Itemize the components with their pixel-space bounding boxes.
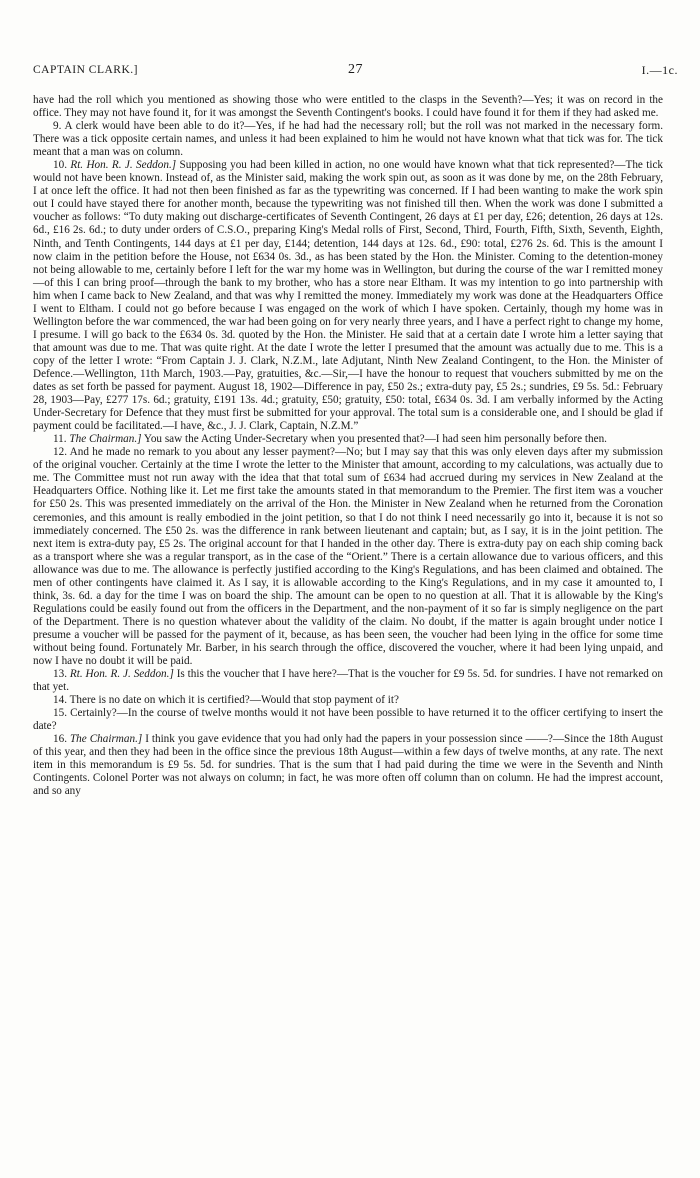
question-number: 14. [53, 694, 67, 707]
paragraph-continuation [33, 94, 663, 120]
document-reference: I.—1c. [641, 63, 678, 77]
paragraph-text: Is this the voucher that I have here?—That is the voucher for £9 5s. 5d. for sundries. I have not remarked on that yet. [33, 668, 663, 694]
question-number: 11. [53, 433, 67, 446]
paragraph-10 [33, 159, 663, 433]
paragraph-text: Supposing you had been killed in action, no one would have known what that tick represented?—The tick would not have been known. Instead of, as the Minister said, making the work spin out, as soon as it was done by me, on the 28th February, I at once left the office. It had not then been finished as far as the typewriting was concerned. If I had been wanting to make the work spin out I could have stayed there for another month, because the typewriting was not finished till then. When the work was done I submitted a voucher as follows: “To duty making out discharge-certificates of Seventh Contingent, 26 days at £1 per day, £26; detention, 26 days at 12s. 6d., £16 2s. 6d.; to duty under orders of C.S.O., preparing King's Medal rolls of First, Second, Third, Fourth, Fifth, Sixth, Seventh, Eighth, Ninth, and Tenth Contingents, 144 days at £1 per day, £144; detention, 144 days at 12s. 6d., £90: total, £276 2s. 6d. This is the amount I now claim in the petition before the House, not £634 0s. 3d., as has been stated by the Hon. the Minister. Coming to the detention-money not being allowable to me, certainly before I left for the war my home was in Wellington, but during the course of the war I remitted money—of this I can bring proof—through the bank to my brother, who has a store near Eltham. It was my intention to go into partnership with him when I came back to New Zealand, and that was why I remitted the money. Immediately my work was done at the Headquarters Office I went to Eltham. I could not go before because I was engaged on the work of which I have spoken. Certainly, though my home was in Wellington before the war commenced, the war had been going on for very nearly three years, and I have a perfect right to change my home, I presume. I will go back to the £634 0s. 3d. quoted by the Hon. the Minister. He said that at a certain date I wrote him a letter saying that that amount was due to me. That was quite right. At the date I wrote the letter I presumed that the amount was actually due to me. This is a copy of the letter I wrote: “From Captain J. J. Clark, N.Z.M., late Adjutant, Ninth New Zealand Contingent, to the Hon. the Minister of Defence.—Wellington, 11th March, 1903.—Pay, gratuities, &c.—Sir,—I have the honour to request that vouchers submitted by me on the dates as set forth be passed for payment. August 18, 1902—Difference in pay, £50 2s.; extra-duty pay, £5 2s.; sundries, £9 5s. 5d.: February 28, 1903—Pay, £277 17s. 6d.; gratuity, £191 13s. 4d.; gratuity, £50; gratuity, £50: total, £634 0s. 3d. I am verbally informed by the Acting Under-Secretary for Defence that they must first be submitted for your approval. The total sum is a considerable one, and I should be glad if payment could be facilitated.—I have, &c., J. J. Clark, Captain, N.Z.M.” [33, 159, 664, 433]
question-number: 10. [53, 159, 67, 172]
question-number: 12. [53, 446, 67, 459]
page-number: 27 [348, 62, 363, 77]
paragraph-16 [33, 733, 663, 798]
speaker-label: The Chairman.] [69, 733, 143, 746]
paragraph-9 [33, 120, 663, 159]
paragraph-text: Certainly?—In the course of twelve months would it not have been possible to have returned it to the officer certifying to insert the date? [33, 707, 663, 733]
paragraph-text: And he made no remark to you about any lesser payment?—No; but I may say that this was only eleven days after my submission of the original voucher. Certainly at the time I wrote the letter to the Minister that amount, according to my calculations, was actually due to me. The Committee must not run away with the idea that that total sum of £634 had accrued during my services in New Zealand at the Headquarters Office. Nothing like it. Let me first take the amounts stated in that memorandum to the Premier. The first item was a voucher for £50 2s. This was presented immediately on the arrival of the Hon. the Minister in New Zealand when he returned from the Coronation ceremonies, and this amount is really embodied in the joint petition, so that I do not think I need necessarily go into it, because it is not so immediately concerned. The £50 2s. was the difference in rank between lieutenant and captain; but, as I say, it is in the joint petition. The next item is extra-duty pay, £5 2s. The original account for that I handed in the other day. There is extra-duty pay on each ship coming back as a transport where she was a regular transport, as in the case of the “Orient.” There is a certain allowance due to various officers, and this allowance was due to me. The allowance is perfectly justified according to the King's Regulations, and has been claimed and obtained. The men of other contingents have claimed it. As I say, it is allowable according to the King's Regulations, and in my case it amounted to, I think, 3s. 6d. a day for the time I was on board the ship. The amount can be open to no question at all. That it is allowable by the King's Regulations could be easily found out from the officers in the Department, and the non-payment of it so far is simply negligence on the part of the Department. There is no question whatever about the validity of the claim. No doubt, if the matter is again brought under notice I presume a voucher will be passed for the payment of it, because, as has been seen, the voucher had been lying in the office for some time without being found. Fortunately Mr. Barber, in his search through the office, discovered the voucher, where it had been lying unpaid, and now I have no doubt it will be paid. [33, 446, 663, 668]
paragraph-text: You saw the Acting Under-Secretary when you presented that?—I had seen him personally before then. [143, 433, 607, 446]
paragraph-15 [33, 707, 663, 733]
page-body [33, 94, 663, 799]
paragraph-text: I think you gave evidence that you had only had the papers in your possession since ——?—Since the 18th August of this year, and then they had been in the office since the previous 18th August—within a few days of twelve months, at any rate. The next item in this memorandum is £9 5s. 5d. for sundries. That is the sum that I had paid during the time we were in the Seventh and Ninth Contingents. Colonel Porter was not always on column; in fact, he was more often off column than on column. He had the imprest account, and so any [33, 733, 664, 798]
speaker-label: Rt. Hon. R. J. Seddon.] [69, 668, 174, 681]
page-header [33, 62, 678, 80]
running-head-left: CAPTAIN CLARK.] [33, 64, 138, 76]
speaker-label: Rt. Hon. R. J. Seddon.] [70, 159, 177, 172]
question-number: 9. [53, 120, 62, 133]
question-number: 13. [53, 668, 67, 681]
paragraph-12 [33, 446, 663, 668]
paragraph-14 [33, 694, 663, 707]
paragraph-text: A clerk would have been able to do it?—Yes, if he had had the necessary roll; but the roll was not marked in the necessary form. There was a tick opposite certain names, and unless it had been explained to him he would not have known what that tick was for. The tick meant that a man was on column. [33, 120, 663, 159]
paragraph-11 [33, 433, 663, 446]
question-number: 15. [53, 707, 67, 720]
question-number: 16. [53, 733, 67, 746]
paragraph-text: There is no date on which it is certified?—Would that stop payment of it? [69, 694, 399, 707]
speaker-label: The Chairman.] [69, 433, 142, 446]
paragraph-text: have had the roll which you mentioned as showing those who were entitled to the clasps in the Seventh?—Yes; it was on record in the office. They may not have found it, for it was amongst the Seventh Contingent's books. I could have found it for them if they had asked me. [33, 94, 663, 120]
paragraph-13 [33, 668, 663, 694]
